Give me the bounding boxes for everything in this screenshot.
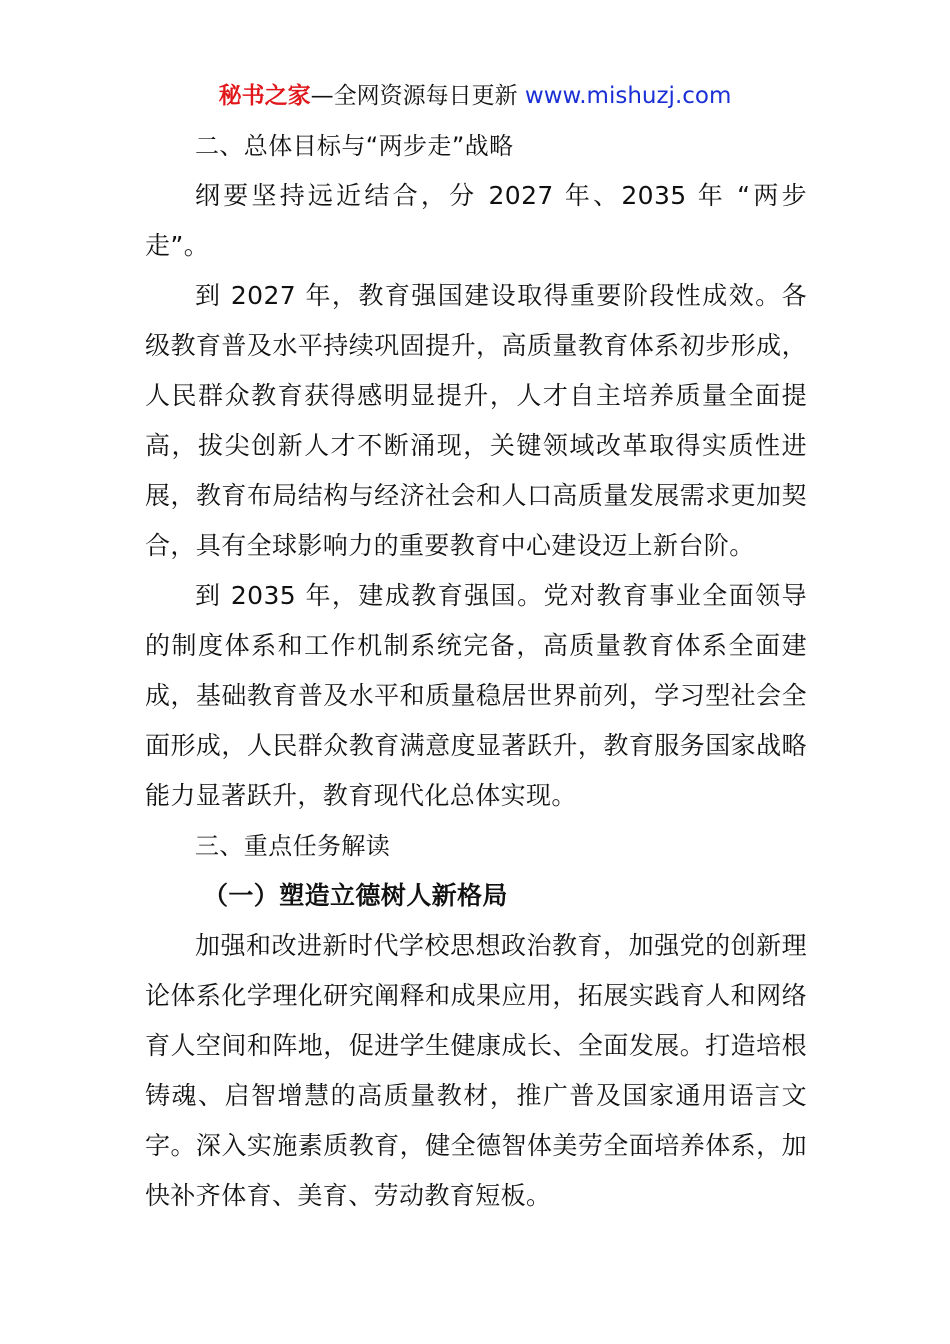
paragraph-2035-goal: 到 2035 年，建成教育强国。党对教育事业全面领导的制度体系和工作机制系统完备，高质量教育体系全面建成，基础教育普及水平和质量稳居世界前列，学习型社会全面形成，人民群众教育满意度显著跃升，教育服务国家战略能力显著跃升，教育现代化总体实现。: [145, 581, 807, 810]
site-link[interactable]: www.mishuzj.com: [524, 83, 732, 109]
page-header: [0, 78, 950, 114]
section-heading-3: 三、重点任务解读: [195, 832, 391, 860]
header-tagline: —全网资源每日更新: [310, 83, 525, 109]
section-heading-2: 二、总体目标与“两步走”战略: [195, 132, 514, 160]
paragraph-two-steps: 纲要坚持远近结合，分 2027 年、2035 年 “两步走”。: [145, 181, 807, 260]
paragraph-moral-education: 加强和改进新时代学校思想政治教育，加强党的创新理论体系化学理化研究阐释和成果应用，拓展实践育人和网络育人空间和阵地，促进学生健康成长、全面发展。打造培根铸魂、启智增慧的高质量教材，推广普及国家通用语言文字。深入实施素质教育，健全德智体美劳全面培养体系，加快补齐体育、美育、劳动教育短板。: [145, 931, 807, 1210]
paragraph-2027-goal: 到 2027 年，教育强国建设取得重要阶段性成效。各级教育普及水平持续巩固提升，高质量教育体系初步形成，人民群众教育获得感明显提升，人才自主培养质量全面提高，拔尖创新人才不断涌现，关键领域改革取得实质性进展，教育布局结构与经济社会和人口高质量发展需求更加契合，具有全球影响力的重要教育中心建设迈上新台阶。: [145, 281, 807, 560]
brand-name: 秘书之家: [218, 83, 311, 109]
document-body: [145, 121, 807, 1221]
subsection-heading-1: （一）塑造立德树人新格局: [203, 881, 508, 910]
